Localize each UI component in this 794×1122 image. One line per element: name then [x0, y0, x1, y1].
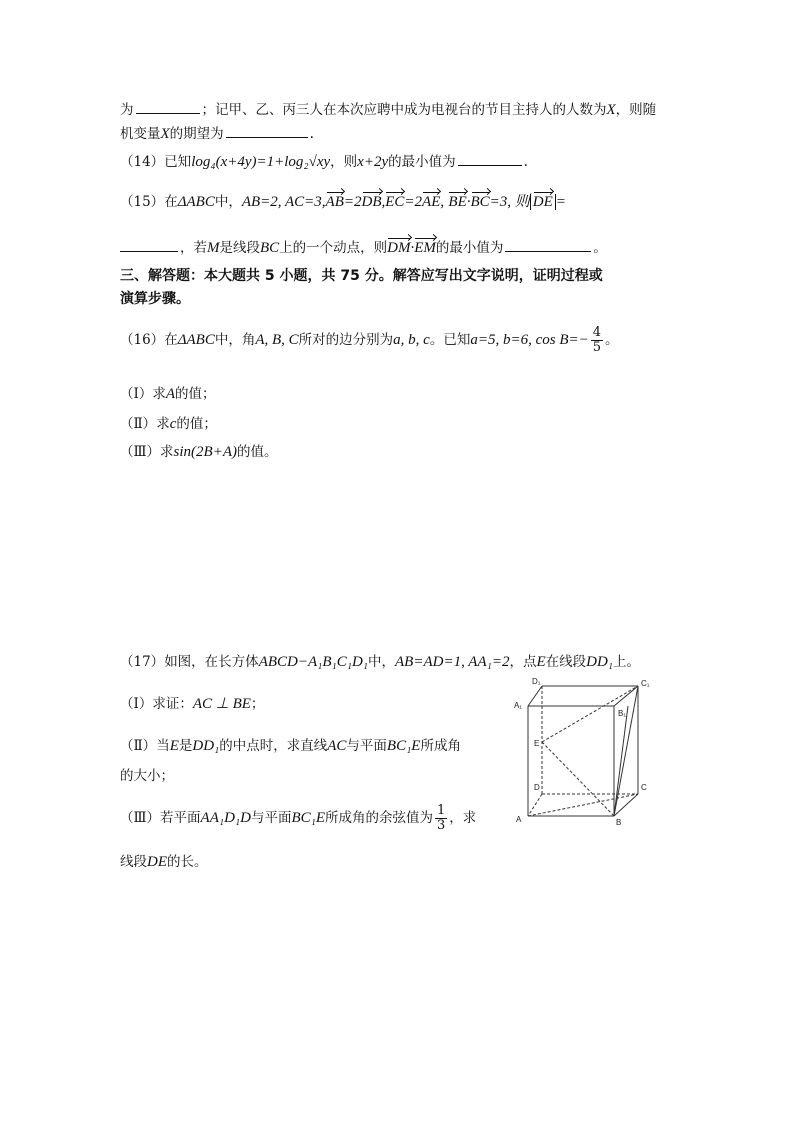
question-16-part-3: （Ⅲ）求sin(2B+A)的值。: [120, 444, 278, 460]
vertex-label-c1: C₁: [641, 679, 650, 688]
answer-blank[interactable]: [120, 250, 178, 252]
vector-ec: EC: [385, 194, 405, 210]
answer-blank[interactable]: [458, 164, 522, 166]
vertex-label-c: C: [641, 783, 647, 792]
vector-ab: AB: [325, 194, 344, 210]
vector-be: BE: [448, 194, 467, 210]
q13-line-1: 为 ；记甲、乙、丙三人在本次应聘中成为电视台的节目主持人的人数为X，则随: [120, 102, 657, 118]
question-17-part-1: （Ⅰ）求证：AC ⊥ BE；: [120, 696, 265, 712]
vector-em: EM: [414, 240, 436, 256]
vertex-label-d1: D₁: [532, 677, 541, 686]
fraction-1-3: $\frac{1}{3}$: [437, 803, 446, 833]
vector-bc: BC: [470, 194, 490, 210]
question-17-part-2-line-2: 的大小；: [120, 768, 174, 784]
vector-ae: AE: [422, 194, 441, 210]
question-17: （17）如图，在长方体ABCD−A₁B₁C₁D₁中，AB=AD=1, AA₁=2，点E在线段DD₁上。: [120, 654, 641, 670]
question-17-part-3: （Ⅲ）若平面AA₁D₁D与平面BC₁E所成角的余弦值为 $\frac{1}{3}$ ，求: [120, 803, 477, 833]
vertex-label-b1: B₁: [618, 709, 627, 718]
question-16-part-1: （Ⅰ）求A的值；: [120, 386, 216, 402]
vector-dm: DM: [387, 240, 411, 256]
vertex-label-a1: A₁: [514, 701, 523, 710]
question-15-line-2: ，若M是线段BC上的一个动点，则DM·EM的最小值为 。: [120, 236, 607, 257]
abs-de: [530, 194, 556, 210]
vertex-label-b: B: [616, 818, 622, 826]
vertex-label-a: A: [516, 815, 522, 824]
vector-de: DE: [532, 194, 553, 210]
question-17-part-3-line-2: 线段DE的长。: [120, 854, 208, 870]
section-3-heading-line-1: 三、解答题：本大题共 5 小题，共 75 分。解答应写出文字说明，证明过程或: [120, 268, 603, 284]
vertex-label-e: E: [534, 739, 540, 748]
answer-blank[interactable]: [226, 136, 308, 138]
question-17-part-2: （Ⅱ）当E是DD₁的中点时，求直线AC与平面BC₁E所成角: [120, 738, 461, 754]
vector-db: DB: [361, 194, 382, 210]
vertex-label-d: D: [534, 783, 540, 792]
section-3-heading-line-2: 演算步骤。: [120, 291, 190, 307]
cuboid-figure: [510, 676, 670, 826]
fraction-4-5: $\frac{4}{5}$: [592, 325, 602, 355]
question-16-part-2: （Ⅱ）求c的值；: [120, 416, 217, 432]
answer-blank[interactable]: [505, 250, 591, 252]
question-14: （14）已知log₄(x+4y)=1+log₂√xy，则x+2y的最小值为 .: [120, 154, 528, 170]
question-15-line-1: （15）在ΔABC中，AB=2, AC=3,AB=2DB,EC=2AE, BE·BC=3, 则 DE =: [120, 194, 566, 210]
question-16: （16）在ΔABC中，角A, B, C所对的边分别为a, b, c。已知a=5, b=6, cos B=− $\frac{4}{5}$ 。: [120, 325, 619, 355]
answer-blank[interactable]: [136, 112, 200, 114]
q13-line-2: 机变量X的期望为 .: [120, 126, 314, 142]
